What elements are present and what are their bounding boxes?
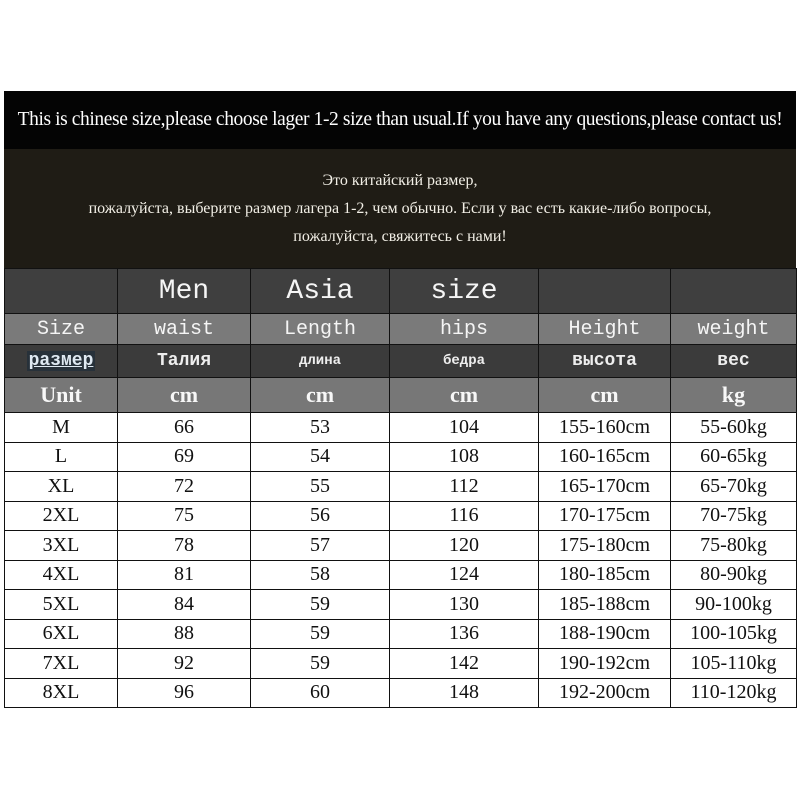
unit-cell: cm bbox=[539, 378, 671, 413]
table-cell: 96 bbox=[118, 678, 251, 708]
title-cell: Asia bbox=[251, 269, 390, 314]
table-cell: 69 bbox=[118, 442, 251, 472]
header-ru-waist: Талия bbox=[118, 345, 251, 378]
header-ru-size-cell bbox=[5, 345, 118, 378]
table-cell: 190-192cm bbox=[539, 649, 671, 679]
notice-russian-line: пожалуйста, свяжитесь с нами! bbox=[293, 227, 507, 245]
table-row bbox=[5, 560, 797, 590]
table-cell: 130 bbox=[390, 590, 539, 620]
table-row bbox=[5, 678, 797, 708]
table-cell: 120 bbox=[390, 531, 539, 561]
table-cell: M bbox=[5, 413, 118, 443]
table-cell: 59 bbox=[251, 590, 390, 620]
table-cell: 2XL bbox=[5, 501, 118, 531]
table-cell: 155-160cm bbox=[539, 413, 671, 443]
header-ru-height: высота bbox=[539, 345, 671, 378]
table-cell: 116 bbox=[390, 501, 539, 531]
table-cell: 80-90kg bbox=[671, 560, 797, 590]
table-cell: 8XL bbox=[5, 678, 118, 708]
table-cell: 90-100kg bbox=[671, 590, 797, 620]
table-cell: 105-110kg bbox=[671, 649, 797, 679]
header-size: Size bbox=[5, 314, 118, 345]
table-cell: 54 bbox=[251, 442, 390, 472]
header-row-english bbox=[5, 314, 797, 345]
table-cell: 124 bbox=[390, 560, 539, 590]
table-cell: 108 bbox=[390, 442, 539, 472]
table-cell: 55 bbox=[251, 472, 390, 502]
table-cell: 55-60kg bbox=[671, 413, 797, 443]
table-cell: 81 bbox=[118, 560, 251, 590]
table-row bbox=[5, 649, 797, 679]
unit-cell: cm bbox=[118, 378, 251, 413]
unit-cell: cm bbox=[251, 378, 390, 413]
table-cell: 100-105kg bbox=[671, 619, 797, 649]
table-row bbox=[5, 531, 797, 561]
notice-russian-line: Это китайский размер, bbox=[322, 171, 478, 189]
notice-english-text: This is chinese size,please choose lager 1-2 size than usual.If you have any questions,please contact us! bbox=[17, 109, 783, 130]
table-cell: 59 bbox=[251, 649, 390, 679]
table-cell: 92 bbox=[118, 649, 251, 679]
table-row bbox=[5, 472, 797, 502]
notice-english bbox=[4, 91, 796, 149]
table-cell: 88 bbox=[118, 619, 251, 649]
table-cell: 142 bbox=[390, 649, 539, 679]
table-cell: 57 bbox=[251, 531, 390, 561]
table-cell: 58 bbox=[251, 560, 390, 590]
units-row bbox=[5, 378, 797, 413]
table-cell: 84 bbox=[118, 590, 251, 620]
table-cell: XL bbox=[5, 472, 118, 502]
table-cell: 72 bbox=[118, 472, 251, 502]
unit-cell: cm bbox=[390, 378, 539, 413]
header-waist: waist bbox=[118, 314, 251, 345]
unit-cell: kg bbox=[671, 378, 797, 413]
header-ru-size-link[interactable]: размер bbox=[28, 351, 94, 371]
size-table bbox=[4, 268, 797, 708]
table-cell: 188-190cm bbox=[539, 619, 671, 649]
table-cell: 192-200cm bbox=[539, 678, 671, 708]
table-cell: 65-70kg bbox=[671, 472, 797, 502]
size-rows bbox=[5, 413, 797, 708]
table-cell: 56 bbox=[251, 501, 390, 531]
table-cell: 75-80kg bbox=[671, 531, 797, 561]
table-row bbox=[5, 619, 797, 649]
title-row bbox=[5, 269, 797, 314]
table-cell: 175-180cm bbox=[539, 531, 671, 561]
table-cell: 185-188cm bbox=[539, 590, 671, 620]
header-ru-weight: вес bbox=[671, 345, 797, 378]
header-row-russian bbox=[5, 345, 797, 378]
table-cell: 148 bbox=[390, 678, 539, 708]
header-hips: hips bbox=[390, 314, 539, 345]
title-cell bbox=[539, 269, 671, 314]
header-length: Length bbox=[251, 314, 390, 345]
units-label: Unit bbox=[5, 378, 118, 413]
table-row bbox=[5, 413, 797, 443]
title-cell: Men bbox=[118, 269, 251, 314]
table-cell: 7XL bbox=[5, 649, 118, 679]
table-cell: 180-185cm bbox=[539, 560, 671, 590]
table-cell: 59 bbox=[251, 619, 390, 649]
table-cell: 53 bbox=[251, 413, 390, 443]
size-chart bbox=[4, 91, 796, 708]
notice-russian bbox=[4, 149, 796, 268]
table-cell: 60 bbox=[251, 678, 390, 708]
table-cell: 70-75kg bbox=[671, 501, 797, 531]
table-cell: 110-120kg bbox=[671, 678, 797, 708]
table-cell: 160-165cm bbox=[539, 442, 671, 472]
table-cell: 6XL bbox=[5, 619, 118, 649]
table-cell: 3XL bbox=[5, 531, 118, 561]
header-height: Height bbox=[539, 314, 671, 345]
title-cell bbox=[5, 269, 118, 314]
table-cell: 165-170cm bbox=[539, 472, 671, 502]
table-cell: 5XL bbox=[5, 590, 118, 620]
table-row bbox=[5, 590, 797, 620]
header-weight: weight bbox=[671, 314, 797, 345]
table-cell: 4XL bbox=[5, 560, 118, 590]
table-row bbox=[5, 442, 797, 472]
table-cell: 104 bbox=[390, 413, 539, 443]
header-ru-hips: бедра bbox=[390, 345, 539, 378]
table-cell: L bbox=[5, 442, 118, 472]
table-cell: 75 bbox=[118, 501, 251, 531]
table-cell: 112 bbox=[390, 472, 539, 502]
table-cell: 66 bbox=[118, 413, 251, 443]
header-ru-length: длина bbox=[251, 345, 390, 378]
title-cell: size bbox=[390, 269, 539, 314]
table-cell: 136 bbox=[390, 619, 539, 649]
table-cell: 78 bbox=[118, 531, 251, 561]
table-row bbox=[5, 501, 797, 531]
notice-russian-line: пожалуйста, выберите размер лагера 1-2, чем обычно. Если у вас есть какие-либо вопросы, bbox=[88, 199, 712, 217]
table-cell: 60-65kg bbox=[671, 442, 797, 472]
title-cell bbox=[671, 269, 797, 314]
table-cell: 170-175cm bbox=[539, 501, 671, 531]
